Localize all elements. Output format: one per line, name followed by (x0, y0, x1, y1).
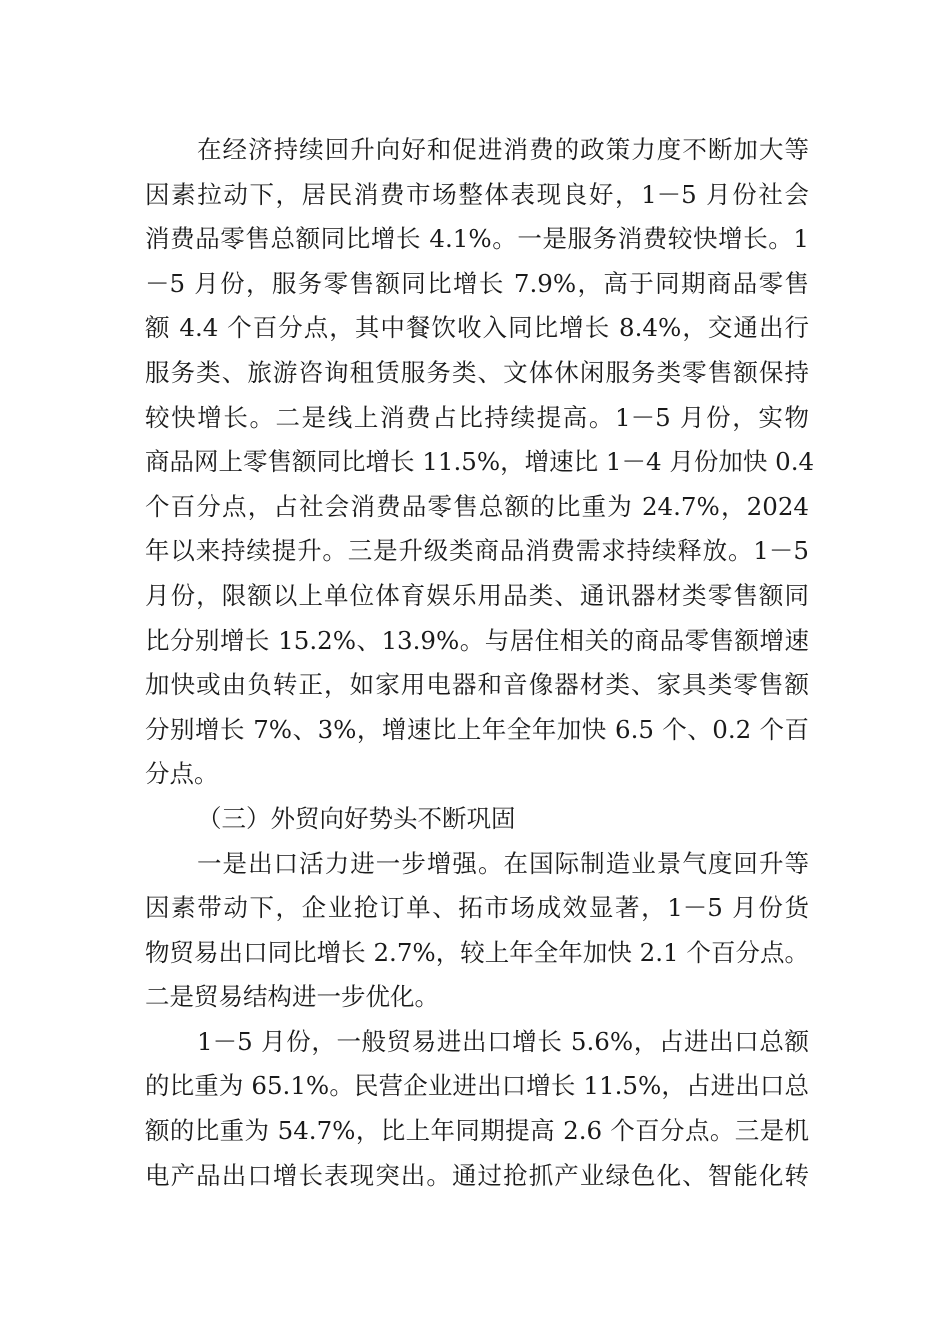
paragraph-line: 月份，限额以上单位体育娱乐用品类、通讯器材类零售额同 (145, 580, 809, 610)
paragraph-line: 一是出口活力进一步增强。在国际制造业景气度回升等 (197, 848, 809, 878)
paragraph-line: 较快增长。二是线上消费占比持续提高。1－5 月份，实物 (145, 402, 809, 432)
paragraph-line: 分别增长 7%、3%，增速比上年全年加快 6.5 个、0.2 个百 (145, 714, 809, 744)
document-body (145, 128, 815, 1198)
paragraph-line: 消费品零售总额同比增长 4.1%。一是服务消费较快增长。1 (145, 224, 809, 254)
paragraph-line: 在经济持续回升向好和促进消费的政策力度不断加大等 (197, 135, 809, 164)
paragraph-line: －5 月份，服务零售额同比增长 7.9%，高于同期商品零售 (145, 268, 809, 298)
paragraph-line: 服务类、旅游咨询租赁服务类、文体休闲服务类零售额保持 (145, 357, 809, 387)
paragraph-line: 商品网上零售额同比增长 11.5%，增速比 1－4 月份加快 0.4 (145, 447, 815, 477)
paragraph-line: 因素拉动下，居民消费市场整体表现良好，1－5 月份社会 (145, 179, 809, 209)
paragraph-line: 额 4.4 个百分点，其中餐饮收入同比增长 8.4%，交通出行 (145, 313, 809, 343)
paragraph-line: 个百分点，占社会消费品零售总额的比重为 24.7%，2024 (145, 491, 809, 521)
paragraph-line: 比分别增长 15.2%、13.9%。与居住相关的商品零售额增速 (145, 625, 809, 655)
section-heading: （三）外贸向好势头不断巩固 (197, 803, 516, 833)
paragraph-line: 物贸易出口同比增长 2.7%，较上年全年加快 2.1 个百分点。 (145, 937, 809, 967)
paragraph-line: 的比重为 65.1%。民营企业进出口增长 11.5%，占进出口总 (145, 1071, 809, 1101)
paragraph-line: 年以来持续提升。三是升级类商品消费需求持续释放。1－5 (145, 536, 809, 566)
paragraph-line: 电产品出口增长表现突出。通过抢抓产业绿色化、智能化转 (145, 1160, 809, 1190)
paragraph-line: 因素带动下，企业抢订单、拓市场成效显著，1－5 月份货 (145, 893, 809, 923)
paragraph-line: 分点。 (145, 759, 219, 789)
paragraph-line: 1－5 月份，一般贸易进出口增长 5.6%，占进出口总额 (197, 1026, 809, 1056)
paragraph-line: 加快或由负转正，如家用电器和音像器材类、家具类零售额 (145, 670, 809, 700)
paragraph-line: 额的比重为 54.7%，比上年同期提高 2.6 个百分点。三是机 (145, 1116, 809, 1146)
paragraph-line: 二是贸易结构进一步优化。 (145, 982, 439, 1012)
